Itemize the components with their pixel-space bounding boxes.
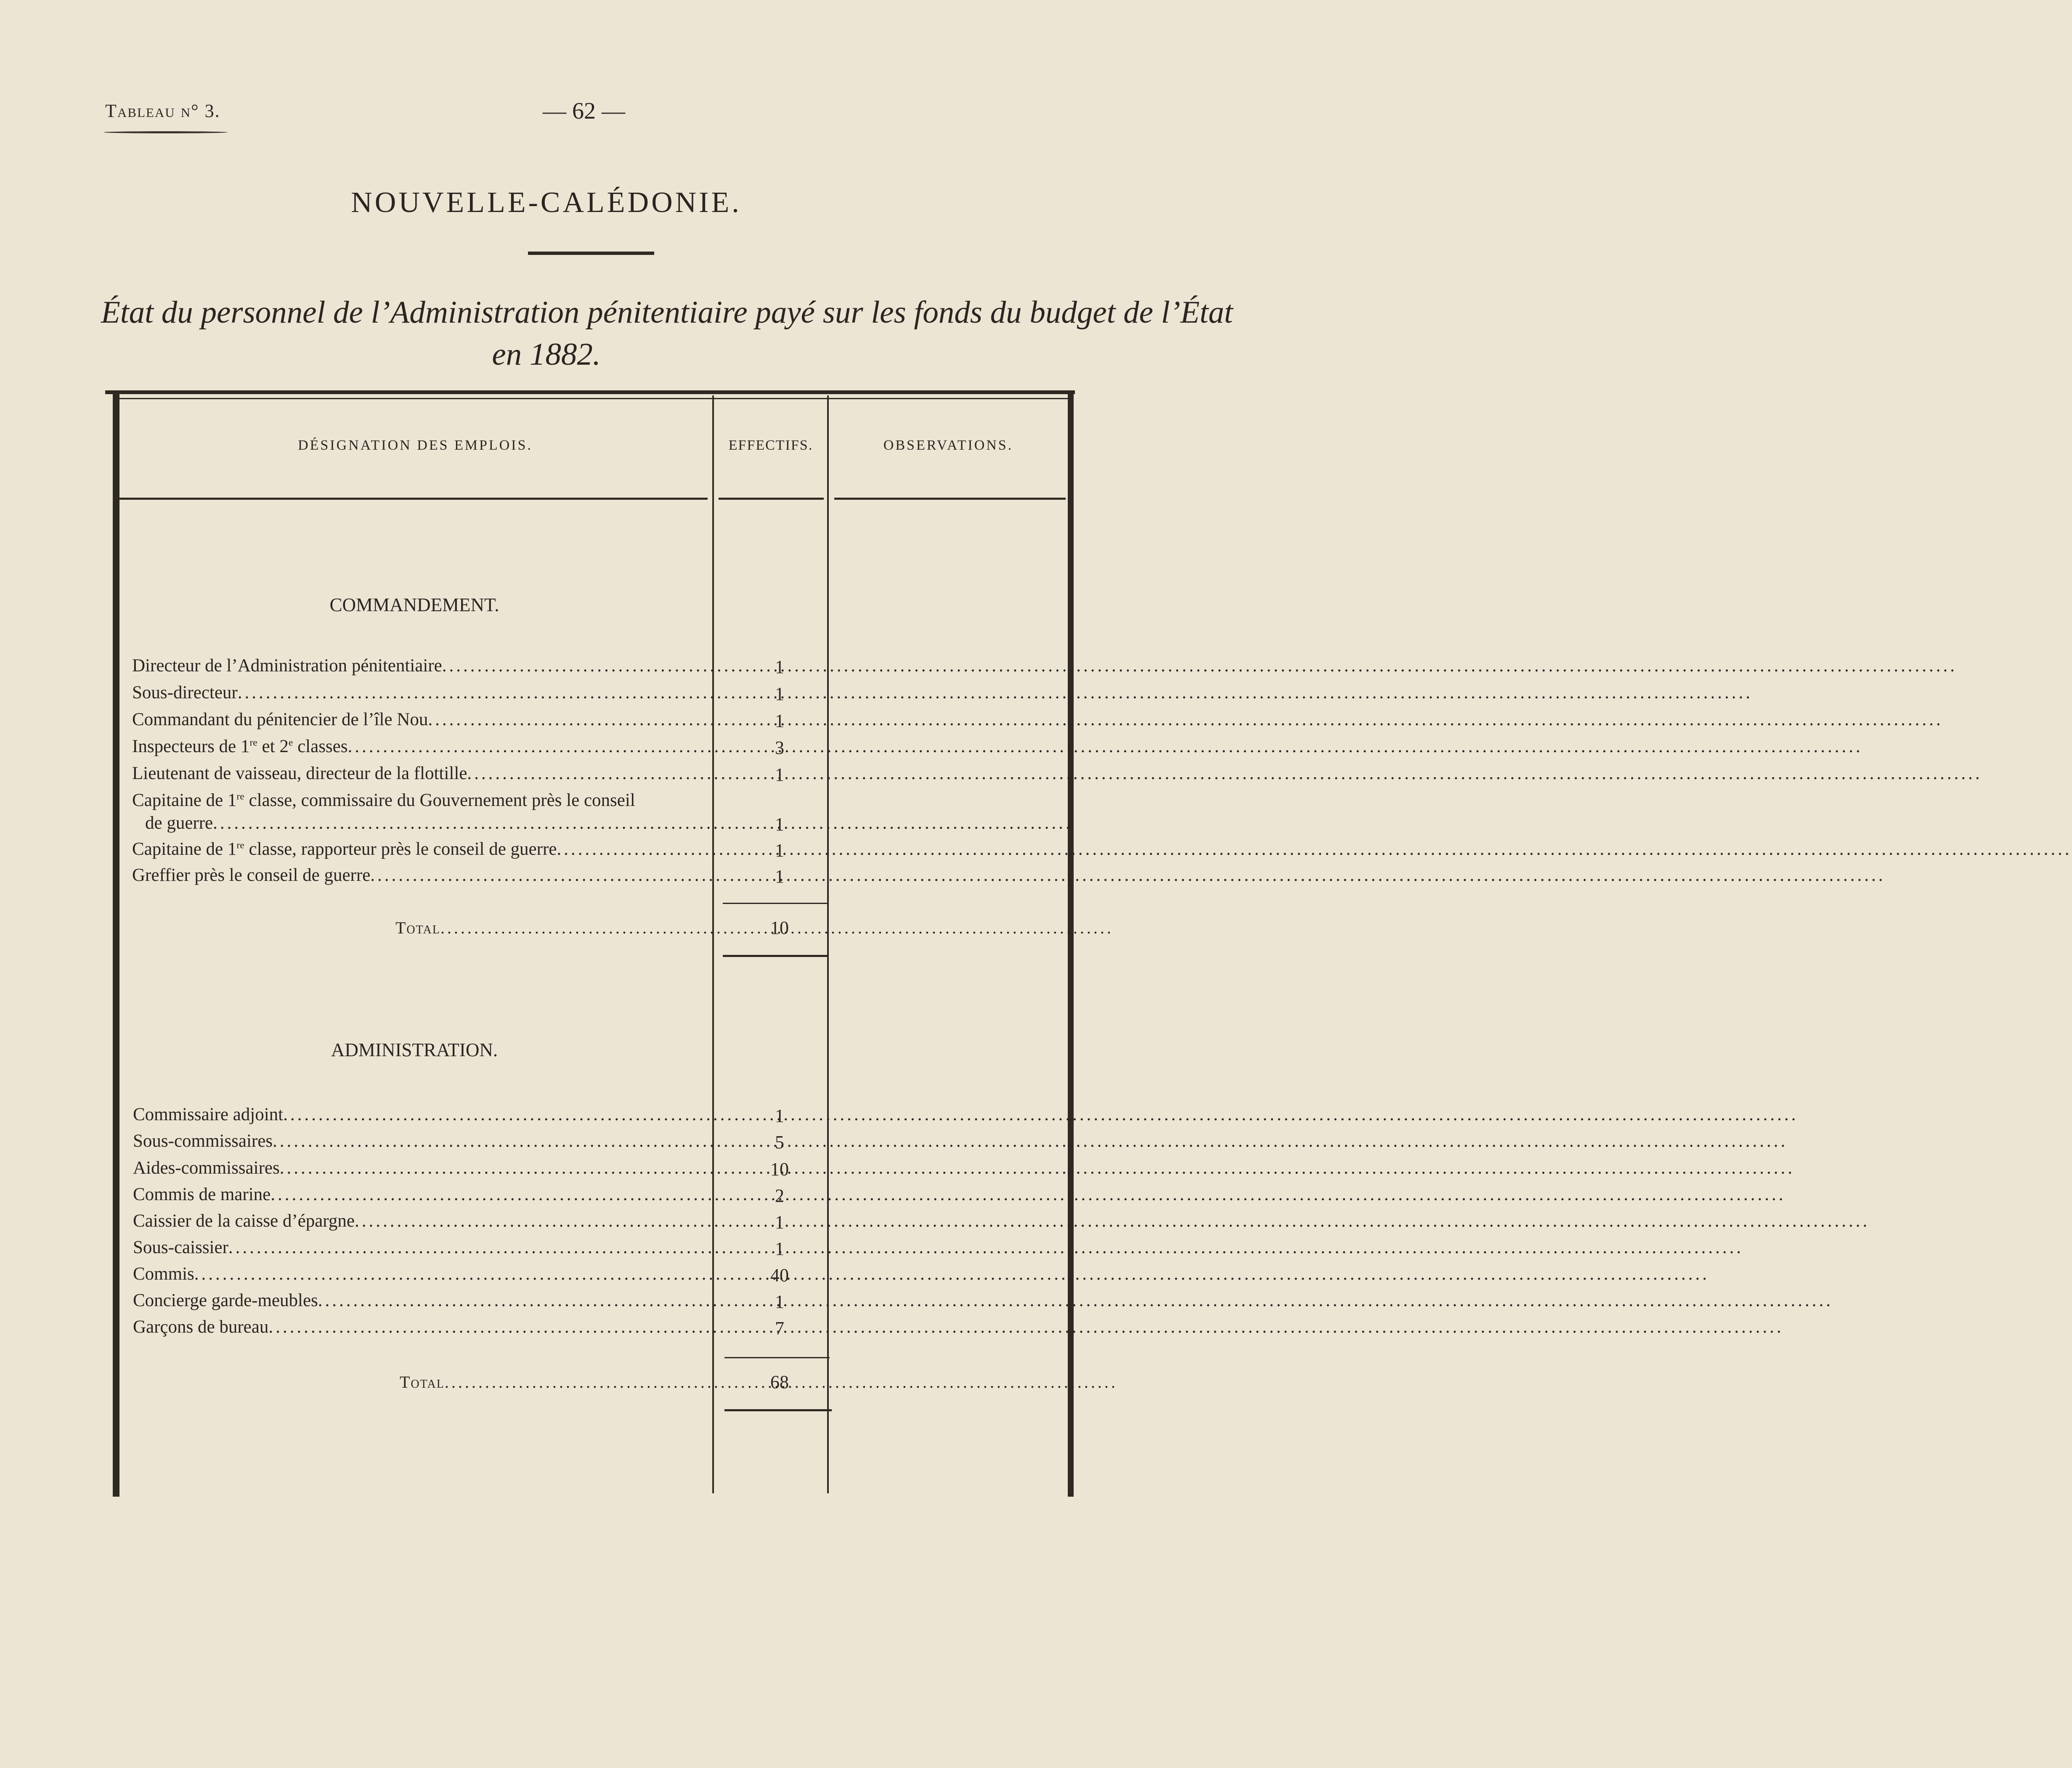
effectif-value: 5 [775, 1132, 784, 1153]
table-row: Commis ..... [133, 1264, 713, 1291]
table-row: Directeur de l’Administration pénitentiaire ..... [132, 655, 712, 682]
effectif-value: 1 [775, 1291, 784, 1312]
tableau-number: Tableau n° 3. [105, 101, 220, 121]
effectif-value: 1 [775, 1105, 784, 1126]
section-heading-administration: ADMINISTRATION. [331, 1039, 498, 1060]
total-row: Total ..... [395, 918, 712, 938]
total-value: 10 [770, 917, 789, 938]
table-left-border [113, 391, 119, 1497]
subtitle-line-2: en 1882. [492, 337, 601, 372]
header-rule-2 [719, 498, 824, 500]
table-row: Caissier de la caisse d’épargne ..... [133, 1211, 713, 1238]
effectif-value: 7 [775, 1318, 784, 1339]
table-row: Commissaire adjoint ..... [133, 1104, 713, 1131]
column-header-effectifs: EFFECTIFS. [728, 437, 813, 453]
table-row: Sous-directeur ..... [132, 682, 712, 709]
header-rule-3 [834, 498, 1066, 500]
table-row: Inspecteurs de 1re et 2e classes ..... [132, 736, 712, 763]
effectif-value: 2 [775, 1185, 784, 1206]
table-row: Sous-caissier ..... [133, 1237, 713, 1264]
effectif-value: 1 [775, 657, 784, 677]
column-header-designation: DÉSIGNATION DES EMPLOIS. [298, 437, 533, 453]
table-row: Commandant du pénitencier de l’île Nou ..... [132, 709, 712, 736]
total-rule-above [724, 1357, 830, 1358]
column-header-observations: OBSERVATIONS. [883, 437, 1013, 453]
table-row: Sous-commissaires ..... [133, 1131, 713, 1158]
table-row: Capitaine de 1re classe, rapporteur près le conseil de guerre ..... [132, 839, 712, 866]
effectif-value: 1 [775, 1238, 784, 1259]
effectif-value: 1 [775, 1212, 784, 1233]
table-row: Garçons de bureau ..... [133, 1317, 713, 1344]
effectif-value: 40 [770, 1265, 789, 1286]
title-rule [528, 252, 654, 255]
table-row: Lieutenant de vaisseau, directeur de la flottille ..... [132, 763, 712, 790]
total-rule-below [723, 955, 828, 957]
table-row: Greffier près le conseil de guerre ..... [132, 865, 712, 892]
effectif-value: 3 [775, 737, 784, 758]
effectif-value: 1 [775, 684, 784, 704]
table-row: Aides-commissaires ..... [133, 1158, 713, 1185]
effectif-value: 1 [775, 710, 784, 731]
page-number: — 62 — [543, 98, 625, 124]
table-row: Concierge garde-meubles ..... [133, 1290, 713, 1317]
table-row: Capitaine de 1re classe, commissaire du Gouvernement près le conseil [132, 790, 635, 810]
subtitle-line-1: État du personnel de l’Administration pénitentiaire payé sur les fonds du budget de l’État [101, 295, 1233, 330]
total-value: 68 [770, 1372, 789, 1392]
section-heading-commandement: COMMANDEMENT. [329, 594, 499, 615]
total-rule-below [724, 1409, 832, 1411]
table-row: Commis de marine ..... [133, 1184, 713, 1211]
effectif-value: 10 [770, 1159, 789, 1180]
effectif-value: 1 [775, 866, 784, 887]
total-rule-above [723, 903, 828, 904]
region-title: NOUVELLE-CALÉDONIE. [351, 186, 742, 219]
total-row: Total ..... [400, 1372, 712, 1392]
table-top-thin-rule [116, 398, 1071, 399]
tableau-underline [103, 131, 228, 133]
effectif-value: 1 [775, 764, 784, 785]
effectif-value: 1 [775, 840, 784, 861]
header-rule-1 [119, 498, 708, 500]
effectif-value: 1 [775, 814, 784, 835]
table-top-rule [105, 390, 1075, 394]
table-row-continuation: de guerre ..... [145, 813, 712, 833]
